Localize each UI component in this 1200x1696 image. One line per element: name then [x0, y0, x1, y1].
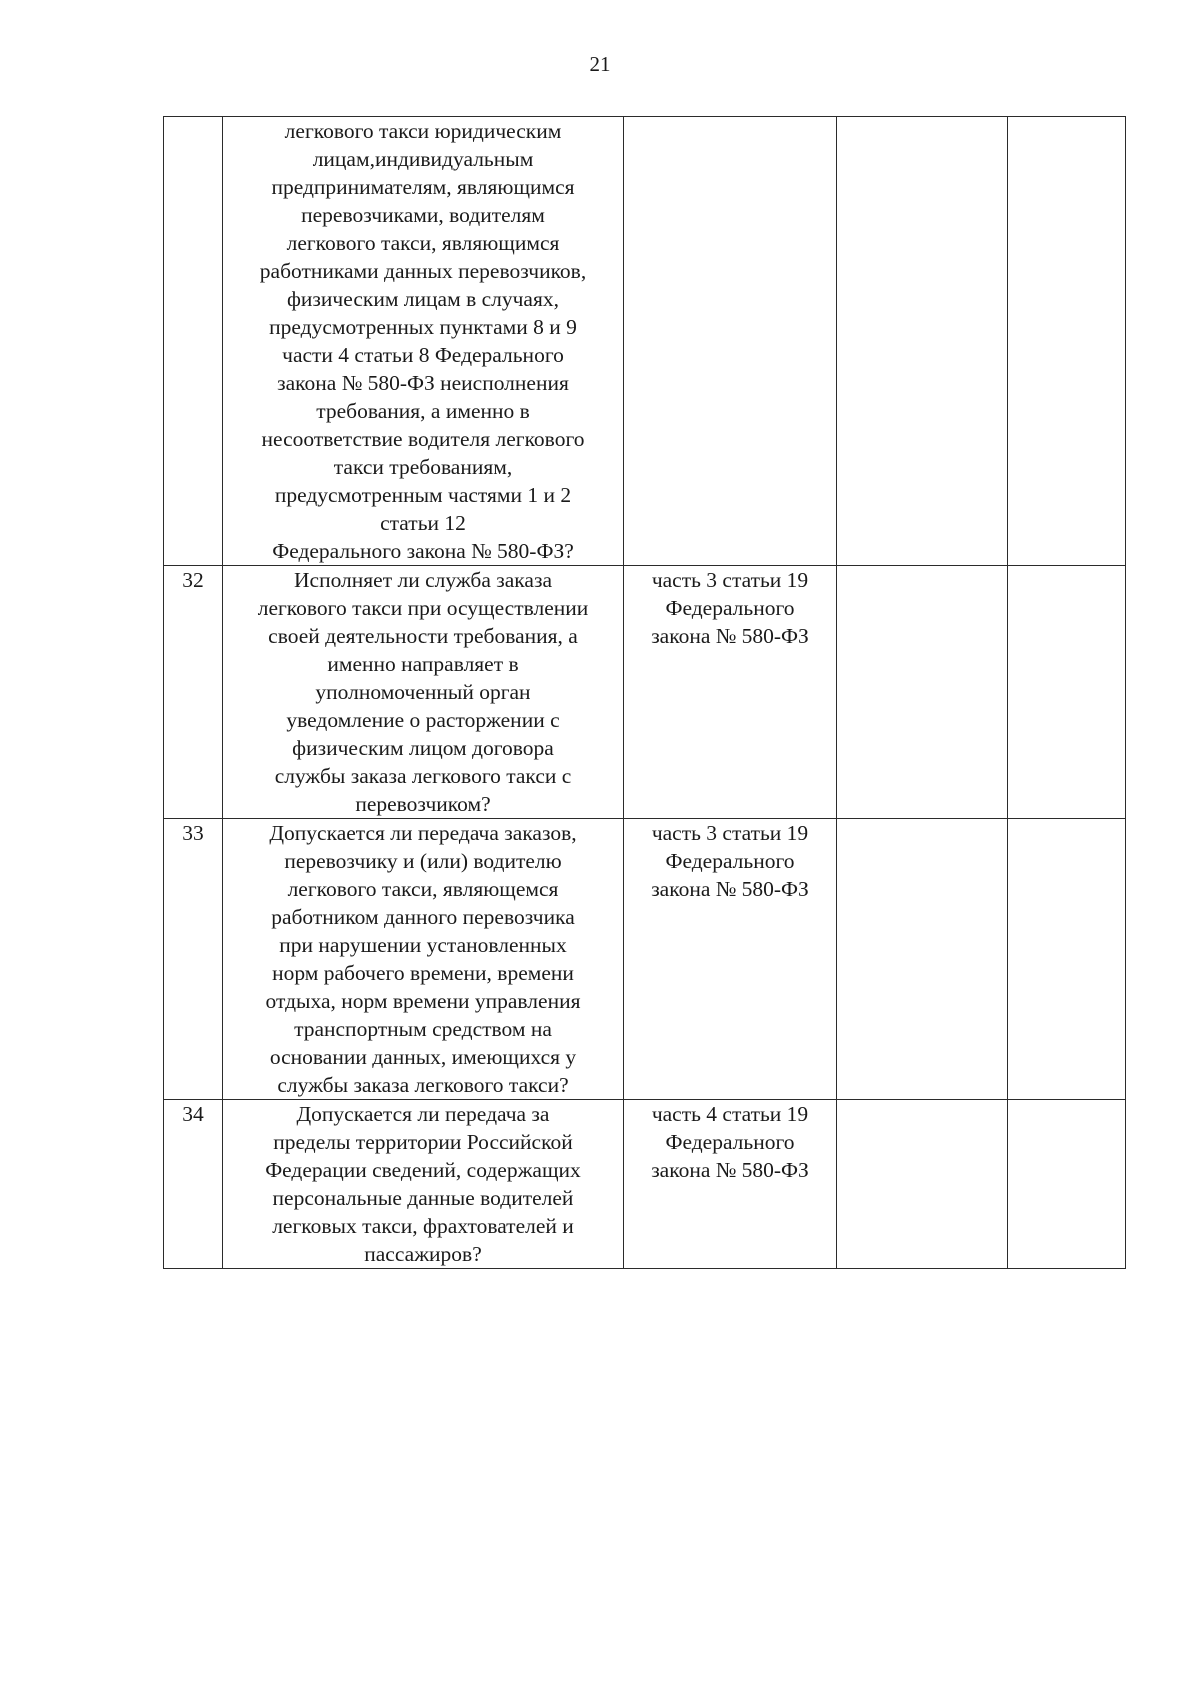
note-cell	[1008, 566, 1126, 819]
question-cell	[223, 1100, 624, 1269]
question-text-line: предпринимателям, являющимся	[271, 175, 575, 199]
page-number: 21	[589, 52, 611, 76]
row-number-cell: 34	[164, 1100, 223, 1269]
question-text-line: статьи 12	[380, 511, 466, 535]
question-text-line: легкового такси, являющимся	[286, 231, 560, 255]
question-cell	[223, 566, 624, 819]
answer-cell	[837, 566, 1008, 819]
checklist-table	[163, 116, 1126, 1269]
question-text-line: перевозчиками, водителям	[301, 203, 545, 227]
row-number-cell: 32	[164, 566, 223, 819]
question-text-line: основании данных, имеющихся у	[269, 1045, 577, 1069]
legal-reference-line: часть 4 статьи 19	[651, 1102, 809, 1126]
question-text-line: легкового такси, являющемся	[287, 877, 559, 901]
question-cell	[223, 117, 624, 566]
row-number-cell	[164, 117, 223, 566]
legal-reference-cell	[624, 1100, 837, 1269]
legal-reference-line: Федерального	[665, 596, 795, 620]
legal-reference-line: часть 3 статьи 19	[651, 568, 809, 592]
answer-cell	[837, 1100, 1008, 1269]
question-text-line: пределы территории Российской	[273, 1130, 573, 1154]
question-text-line: физическим лицам в случаях,	[287, 287, 559, 311]
question-text-line: работником данного перевозчика	[271, 905, 575, 929]
question-text-line: перевозчиком?	[355, 792, 491, 816]
question-text-line: требования, а именно в	[316, 399, 530, 423]
question-text-line: части 4 статьи 8 Федерального	[282, 343, 564, 367]
question-text-line: Федерации сведений, содержащих	[265, 1158, 581, 1182]
question-text-line: несоответствие водителя легкового	[261, 427, 585, 451]
legal-reference-line: закона № 580-ФЗ	[651, 877, 809, 901]
question-text-line: службы заказа легкового такси?	[277, 1073, 569, 1097]
question-text-line: легкового такси юридическим	[284, 119, 562, 143]
question-text-line: Допускается ли передача заказов,	[269, 821, 577, 845]
question-text-line: предусмотренных пунктами 8 и 9	[269, 315, 577, 339]
question-text-line: пассажиров?	[364, 1242, 482, 1266]
question-text-line: Исполняет ли служба заказа	[294, 568, 552, 592]
question-text-line: предусмотренным частями 1 и 2	[274, 483, 572, 507]
question-text-line: персональные данные водителей	[272, 1186, 574, 1210]
question-text-line: перевозчику и (или) водителю	[284, 849, 562, 873]
note-cell	[1008, 1100, 1126, 1269]
question-text-line: легковых такси, фрахтователей и	[272, 1214, 574, 1238]
question-text-line: физическим лицом договора	[292, 736, 554, 760]
question-text-line: Федерального закона № 580-ФЗ?	[272, 539, 574, 563]
checklist-table-body	[164, 117, 1126, 1269]
question-text-line: именно направляет в	[327, 652, 519, 676]
table-row	[164, 819, 1126, 1100]
question-text-line: работниками данных перевозчиков,	[259, 259, 587, 283]
legal-reference-cell	[624, 819, 837, 1100]
legal-reference-line: Федерального	[665, 849, 795, 873]
table-row	[164, 117, 1126, 566]
answer-cell	[837, 819, 1008, 1100]
question-text-line: уполномоченный орган	[315, 680, 531, 704]
question-text-line: лицам,индивидуальным	[312, 147, 534, 171]
legal-reference-line: закона № 580-ФЗ	[651, 624, 809, 648]
question-cell	[223, 819, 624, 1100]
question-text-line: Допускается ли передача за	[296, 1102, 550, 1126]
legal-reference-line: закона № 580-ФЗ	[651, 1158, 809, 1182]
question-text-line: такси требованиям,	[333, 455, 513, 479]
row-number-cell: 33	[164, 819, 223, 1100]
question-text-line: своей деятельности требования, а	[268, 624, 578, 648]
question-text-line: уведомление о расторжении с	[286, 708, 560, 732]
question-text-line: легкового такси при осуществлении	[257, 596, 589, 620]
legal-reference-cell	[624, 566, 837, 819]
answer-cell	[837, 117, 1008, 566]
legal-reference-line: часть 3 статьи 19	[651, 821, 809, 845]
question-text-line: транспортным средством на	[294, 1017, 552, 1041]
note-cell	[1008, 819, 1126, 1100]
question-text-line: службы заказа легкового такси с	[274, 764, 572, 788]
question-text-line: отдыха, норм времени управления	[265, 989, 581, 1013]
note-cell	[1008, 117, 1126, 566]
question-text-line: закона № 580-ФЗ неисполнения	[277, 371, 569, 395]
table-row	[164, 566, 1126, 819]
question-text-line: при нарушении установленных	[279, 933, 567, 957]
table-row	[164, 1100, 1126, 1269]
legal-reference-cell	[624, 117, 837, 566]
question-text-line: норм рабочего времени, времени	[272, 961, 574, 985]
legal-reference-line: Федерального	[665, 1130, 795, 1154]
